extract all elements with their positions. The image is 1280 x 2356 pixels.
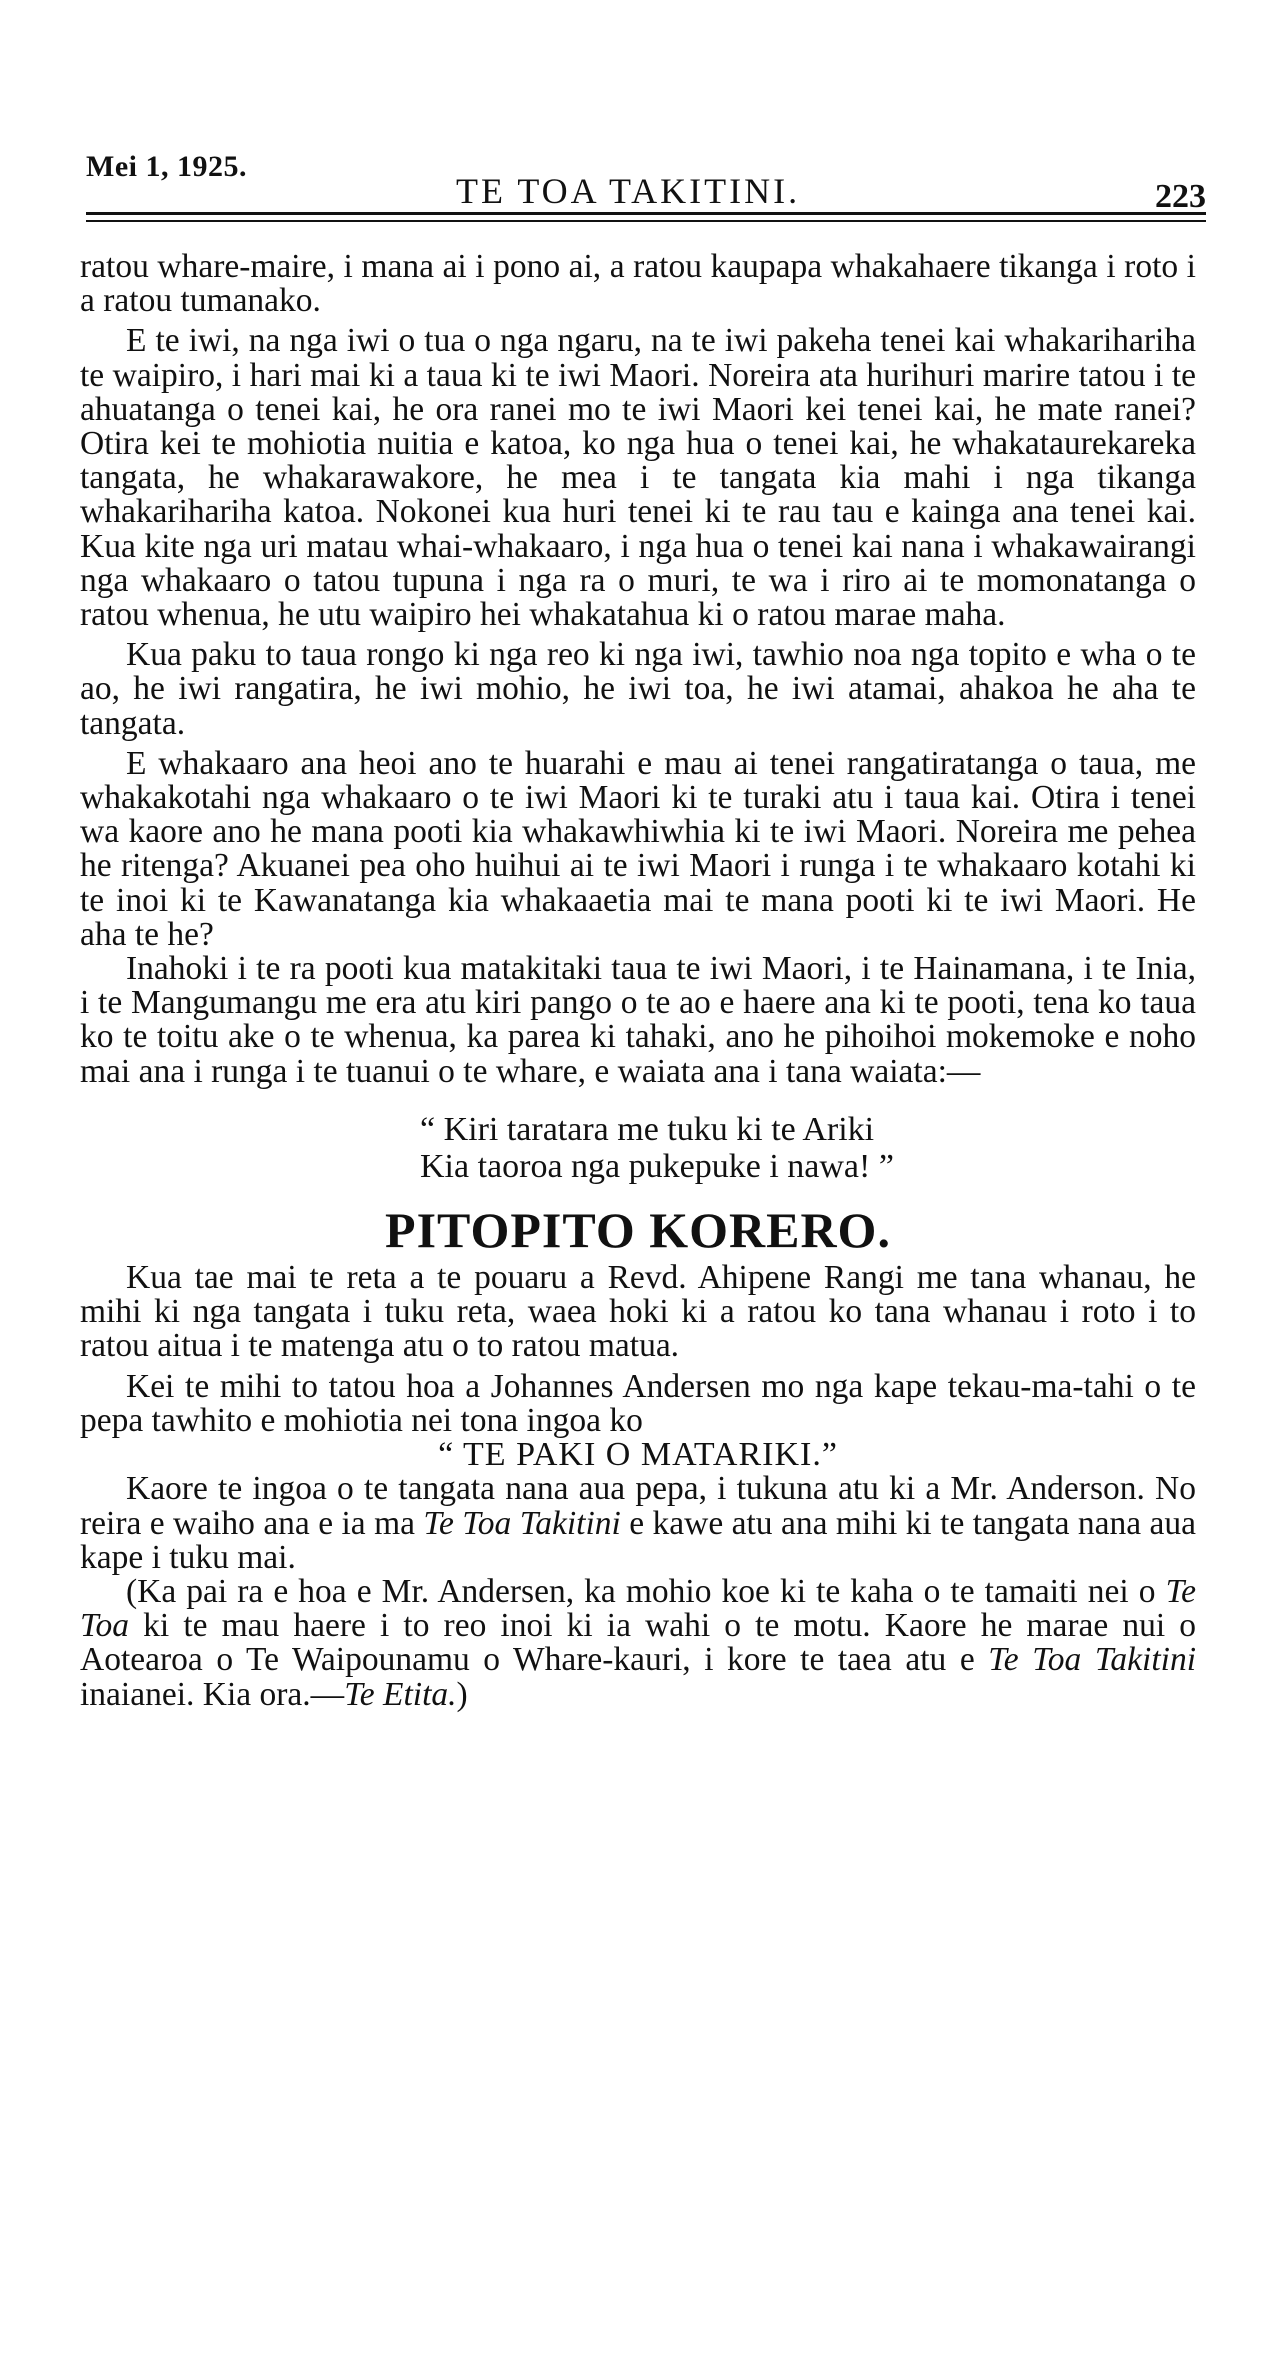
italic-text: Te Etita. <box>344 1675 457 1713</box>
quote-line: Kia taoroa nga pukepuke i nawa! ” <box>420 1147 894 1185</box>
paragraph <box>80 1572 1196 1713</box>
text-run: ki te mau haere i to reo inoi ki ia wahi o te motu. Kaore he marae nui o Aotearoa o Te Waipounamu o Whare-kauri, i kore te taea atu e <box>80 1607 1196 1679</box>
paragraph: Kua tae mai te reta a te pouaru a Revd. Ahipene Rangi me tana whanau, he mihi ki nga tangata i tuku reta, waea hoki ki a ratou ko tana whanau i roto i to ratou aitua i te matenga atu o to ratou matua. <box>80 1259 1196 1365</box>
paragraph: Inahoki i te ra pooti kua matakitaki taua te iwi Maori, i te Hainamana, i te Inia, i te Mangumangu me era atu kiri pango o te ao e haere ana ki te pooti, tena ko taua ko te toitu ake o te whenua, ka parea ki tahaki, ano he pihoihoi mokemoke e noho mai ana i runga i te tuanui o te whare, e waiata ana i tana waiata:— <box>80 950 1196 1090</box>
text-run: e kawe atu ana mihi ki te tangata nana aua kape i tuku mai. <box>80 1504 1196 1576</box>
section-heading: PITOPITO KORERO. <box>385 1201 891 1258</box>
header-title: TE TOA TAKITINI. <box>456 171 801 211</box>
song-quote <box>420 1111 1196 1185</box>
page-header <box>86 150 1206 215</box>
header-date: Mei 1, 1925. <box>86 150 247 183</box>
paragraph <box>80 1472 1196 1575</box>
quote-line: “ Kiri taratara me tuku ki te Ariki <box>420 1110 875 1148</box>
italic-text: Te Toa <box>80 1572 1196 1645</box>
text-run: Kaore te ingoa o te tangata nana aua pepa, i tukuna atu ki a Mr. Anderson. No reira e waiho ana e ia ma <box>80 1470 1196 1542</box>
paragraph: Kei te mihi to tatou hoa a Johannes Andersen mo nga kape tekau-ma-tahi o te pepa tawhito e mohiotia nei tona ingoa ko <box>80 1367 1196 1439</box>
paragraph-continued: ratou whare-maire, i mana ai i pono ai, a ratou kaupapa whakahaere tikanga i roto i a ratou tumanako. <box>80 248 1196 320</box>
paragraph: E te iwi, na nga iwi o tua o nga ngaru, na te iwi pakeha tenei kai whakarihariha te waipiro, i hari mai ki a taua ki te iwi Maori. Noreira ata hurihuri marire tatou i te ahuatanga o tenei kai, he ora ranei mo te iwi Maori kei tenei kai, he mate ranei? Otira kei te mohiotia nuitia e katoa, ko nga hua o tenei kai, he whakataurekareka tangata, he whakarawakore, he mea i te tangata kia mahi i nga tikanga whakarihariha katoa. Nokonei kua huri tenei ki te rau tau e kainga ana tenei kai. Kua kite nga uri matau whai-whakaaro, i nga hua o tenei kai nana i whakawairangi nga whakaaro o tatou tupuna i nga ra o muri, te wa i riro ai te momonatanga o ratou whenua, he utu waipiro hei whakatahua ki o ratou marae maha. <box>80 322 1196 634</box>
paragraph: E whakaaro ana heoi ano te huarahi e mau ai tenei rangatiratanga o taua, me whakakotahi nga whakaaro o te iwi Maori ki te turaki atu i taua kai. Otira i tenei wa kaore ano he mana pooti kia whakawhiwhia ki te iwi Maori. Noreira me pehea he ritenga? Akuanei pea oho huihui ai te iwi Maori i runga i te whakaaro kotahi ki te inoi ki te Kawanatanga kia whakaaetia mai te mana pooti ki te iwi Maori. He aha te he? <box>80 744 1196 953</box>
page-number: 223 <box>1155 178 1206 215</box>
header-rule-bottom <box>86 220 1206 222</box>
header-rule-top <box>86 212 1206 215</box>
article-body <box>80 250 1196 1712</box>
italic-text: Te Toa Takitini <box>423 1504 621 1542</box>
text-run: inaianei. Kia ora.— <box>80 1675 345 1713</box>
paragraph: Kua paku to taua rongo ki nga reo ki nga iwi, tawhio noa nga topito e wha o te ao, he iwi rangatira, he iwi mohio, he iwi toa, he iwi atamai, ahakoa he aha te tangata. <box>80 636 1196 742</box>
text-run: ) <box>456 1675 468 1713</box>
text-run: (Ka pai ra e hoa e Mr. Andersen, ka mohio koe ki te kaha o te tamaiti nei o <box>126 1572 1166 1610</box>
paper-name-line: “ TE PAKI O MATARIKI.” <box>438 1436 838 1474</box>
italic-text: Te Toa Takitini <box>988 1641 1196 1679</box>
